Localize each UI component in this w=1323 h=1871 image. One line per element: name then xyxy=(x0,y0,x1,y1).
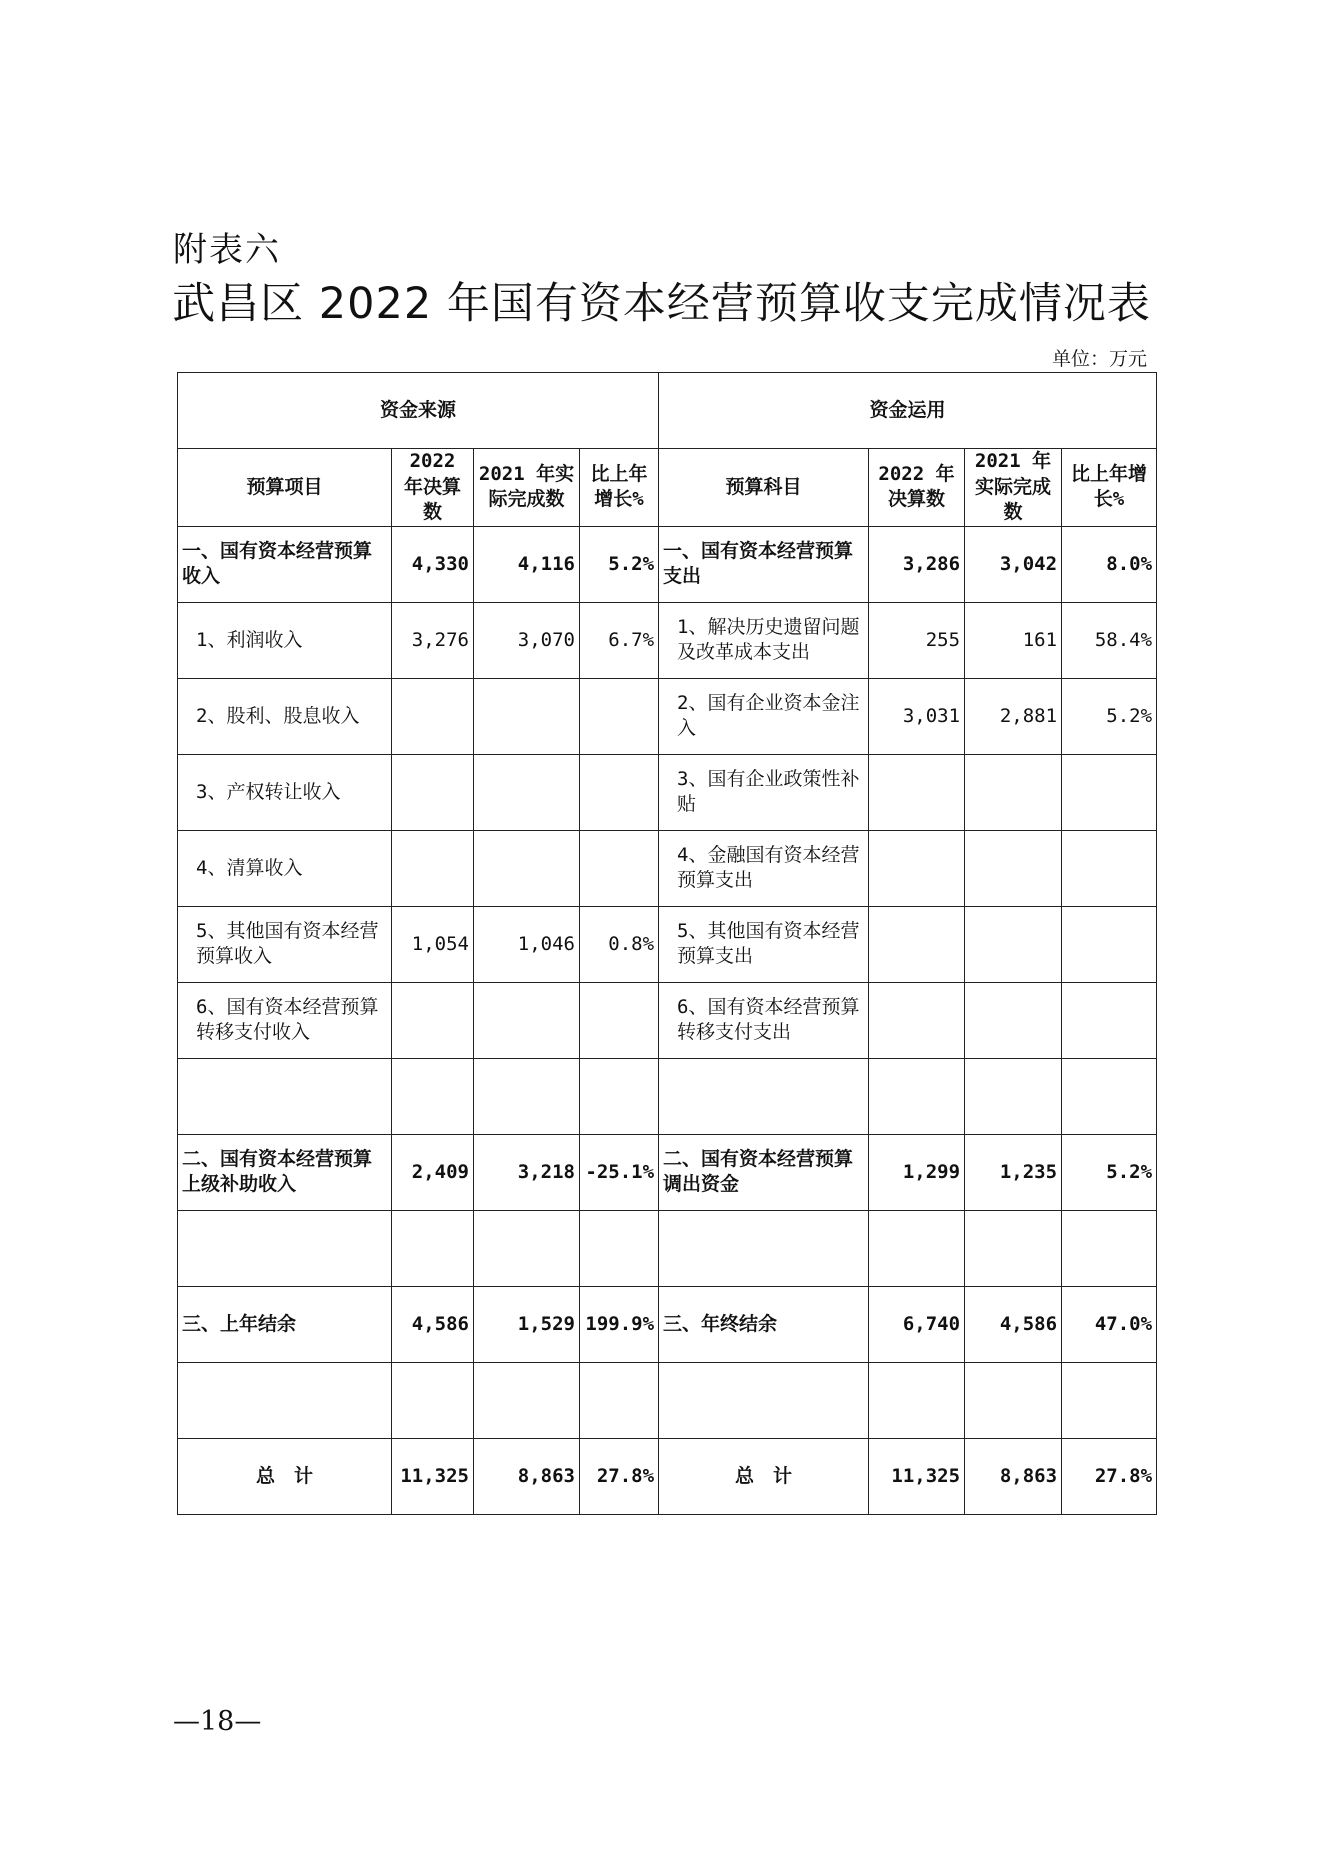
row-growthb: 5.2% xyxy=(1062,678,1157,754)
row-2021b xyxy=(965,830,1062,906)
row-subject: 三、年终结余 xyxy=(659,1286,869,1362)
row-growth xyxy=(580,678,659,754)
col-header-growthb: 比上年增长% xyxy=(1062,449,1157,527)
row-2021b xyxy=(965,982,1062,1058)
col-header-item: 预算项目 xyxy=(178,449,392,527)
row-2021: 3,070 xyxy=(474,602,580,678)
row-growthb xyxy=(1062,982,1157,1058)
row-subject: 3、国有企业政策性补贴 xyxy=(659,754,869,830)
table-row xyxy=(178,678,1157,754)
row-2022b xyxy=(869,982,965,1058)
page-title: 武昌区 2022 年国有资本经营预算收支完成情况表 xyxy=(172,279,1151,329)
row-2021: 4,116 xyxy=(474,526,580,602)
row-growthb: 8.0% xyxy=(1062,526,1157,602)
row-growthb xyxy=(1062,906,1157,982)
row-subject: 二、国有资本经营预算调出资金 xyxy=(659,1134,869,1210)
col-header-2021: 2021 年实际完成数 xyxy=(474,449,580,527)
table-row xyxy=(178,1438,1157,1514)
row-2021 xyxy=(474,982,580,1058)
row-2022b xyxy=(869,830,965,906)
row-growth xyxy=(580,1362,659,1438)
row-growthb xyxy=(1062,830,1157,906)
row-subject xyxy=(659,1210,869,1286)
row-item: 2、股利、股息收入 xyxy=(178,678,392,754)
row-growthb: 47.0% xyxy=(1062,1286,1157,1362)
row-item: 6、国有资本经营预算转移支付收入 xyxy=(178,982,392,1058)
row-item: 4、清算收入 xyxy=(178,830,392,906)
row-2021: 3,218 xyxy=(474,1134,580,1210)
row-item: 二、国有资本经营预算上级补助收入 xyxy=(178,1134,392,1210)
unit-label: 单位：万元 xyxy=(1051,348,1147,370)
table-row xyxy=(178,830,1157,906)
row-item: 3、产权转让收入 xyxy=(178,754,392,830)
row-2022b xyxy=(869,1362,965,1438)
row-2021b: 4,586 xyxy=(965,1286,1062,1362)
row-item: 1、利润收入 xyxy=(178,602,392,678)
row-growthb: 58.4% xyxy=(1062,602,1157,678)
source-header: 资金来源 xyxy=(178,373,659,449)
table-body xyxy=(178,526,1157,1514)
row-2021b: 2,881 xyxy=(965,678,1062,754)
row-2021 xyxy=(474,830,580,906)
row-2021b: 8,863 xyxy=(965,1438,1062,1514)
row-2022b: 255 xyxy=(869,602,965,678)
col-header-2021b: 2021 年实际完成数 xyxy=(965,449,1062,527)
row-2021b xyxy=(965,1362,1062,1438)
row-subject: 一、国有资本经营预算支出 xyxy=(659,526,869,602)
row-growthb xyxy=(1062,1362,1157,1438)
row-subject: 2、国有企业资本金注入 xyxy=(659,678,869,754)
row-growthb: 5.2% xyxy=(1062,1134,1157,1210)
row-growth xyxy=(580,830,659,906)
table-row xyxy=(178,1058,1157,1134)
table-row xyxy=(178,1210,1157,1286)
row-growth: 6.7% xyxy=(580,602,659,678)
col-header-2022b: 2022 年决算数 xyxy=(869,449,965,527)
use-header: 资金运用 xyxy=(659,373,1157,449)
row-2022 xyxy=(392,678,474,754)
table-row xyxy=(178,754,1157,830)
row-2022 xyxy=(392,982,474,1058)
row-2021 xyxy=(474,678,580,754)
table-row xyxy=(178,1362,1157,1438)
row-2022: 4,330 xyxy=(392,526,474,602)
col-header-growth: 比上年增长% xyxy=(580,449,659,527)
row-subject: 4、金融国有资本经营预算支出 xyxy=(659,830,869,906)
row-subject xyxy=(659,1058,869,1134)
table-row xyxy=(178,906,1157,982)
row-2022: 3,276 xyxy=(392,602,474,678)
row-subject: 总 计 xyxy=(659,1438,869,1514)
row-2021b: 1,235 xyxy=(965,1134,1062,1210)
row-2022b xyxy=(869,1058,965,1134)
row-item: 一、国有资本经营预算收入 xyxy=(178,526,392,602)
row-2022b xyxy=(869,906,965,982)
row-item: 三、上年结余 xyxy=(178,1286,392,1362)
row-item: 总 计 xyxy=(178,1438,392,1514)
row-2022b: 3,031 xyxy=(869,678,965,754)
row-2021b: 3,042 xyxy=(965,526,1062,602)
row-growthb xyxy=(1062,1210,1157,1286)
row-2022b xyxy=(869,754,965,830)
table-row xyxy=(178,1134,1157,1210)
row-subject: 6、国有资本经营预算转移支付支出 xyxy=(659,982,869,1058)
row-2022 xyxy=(392,1210,474,1286)
attachment-label: 附表六 xyxy=(173,230,281,270)
row-2021 xyxy=(474,1058,580,1134)
col-header-subject: 预算科目 xyxy=(659,449,869,527)
row-2021 xyxy=(474,1362,580,1438)
row-growth xyxy=(580,1058,659,1134)
row-subject: 1、解决历史遗留问题及改革成本支出 xyxy=(659,602,869,678)
row-growth xyxy=(580,754,659,830)
row-growth xyxy=(580,982,659,1058)
row-growth xyxy=(580,1210,659,1286)
row-growthb xyxy=(1062,754,1157,830)
row-2022 xyxy=(392,830,474,906)
row-2021b xyxy=(965,1210,1062,1286)
row-subject: 5、其他国有资本经营预算支出 xyxy=(659,906,869,982)
table-row xyxy=(178,526,1157,602)
row-growthb xyxy=(1062,1058,1157,1134)
header-row-top xyxy=(178,373,1157,449)
row-2021b xyxy=(965,754,1062,830)
row-item xyxy=(178,1362,392,1438)
row-2022b xyxy=(869,1210,965,1286)
row-2022b: 11,325 xyxy=(869,1438,965,1514)
row-item: 5、其他国有资本经营预算收入 xyxy=(178,906,392,982)
row-growth: 27.8% xyxy=(580,1438,659,1514)
row-2022b: 3,286 xyxy=(869,526,965,602)
row-2021: 8,863 xyxy=(474,1438,580,1514)
table-row xyxy=(178,982,1157,1058)
row-2021: 1,046 xyxy=(474,906,580,982)
row-2022: 2,409 xyxy=(392,1134,474,1210)
row-2021b xyxy=(965,1058,1062,1134)
row-2022: 4,586 xyxy=(392,1286,474,1362)
row-growth: 199.9% xyxy=(580,1286,659,1362)
row-2022 xyxy=(392,1362,474,1438)
row-item xyxy=(178,1210,392,1286)
table-row xyxy=(178,602,1157,678)
row-2022b: 6,740 xyxy=(869,1286,965,1362)
row-growthb: 27.8% xyxy=(1062,1438,1157,1514)
table-row xyxy=(178,1286,1157,1362)
row-growth: 0.8% xyxy=(580,906,659,982)
row-2022: 1,054 xyxy=(392,906,474,982)
row-2021 xyxy=(474,1210,580,1286)
page-number: —18— xyxy=(173,1706,262,1737)
budget-table xyxy=(177,372,1157,1515)
row-2022 xyxy=(392,754,474,830)
row-2021b: 161 xyxy=(965,602,1062,678)
row-2022: 11,325 xyxy=(392,1438,474,1514)
row-item xyxy=(178,1058,392,1134)
row-subject xyxy=(659,1362,869,1438)
row-growth: 5.2% xyxy=(580,526,659,602)
row-2021: 1,529 xyxy=(474,1286,580,1362)
row-2021b xyxy=(965,906,1062,982)
row-growth: -25.1% xyxy=(580,1134,659,1210)
row-2022 xyxy=(392,1058,474,1134)
row-2022b: 1,299 xyxy=(869,1134,965,1210)
col-header-2022: 2022 年决算数 xyxy=(392,449,474,527)
header-row-columns xyxy=(178,449,1157,527)
row-2021 xyxy=(474,754,580,830)
